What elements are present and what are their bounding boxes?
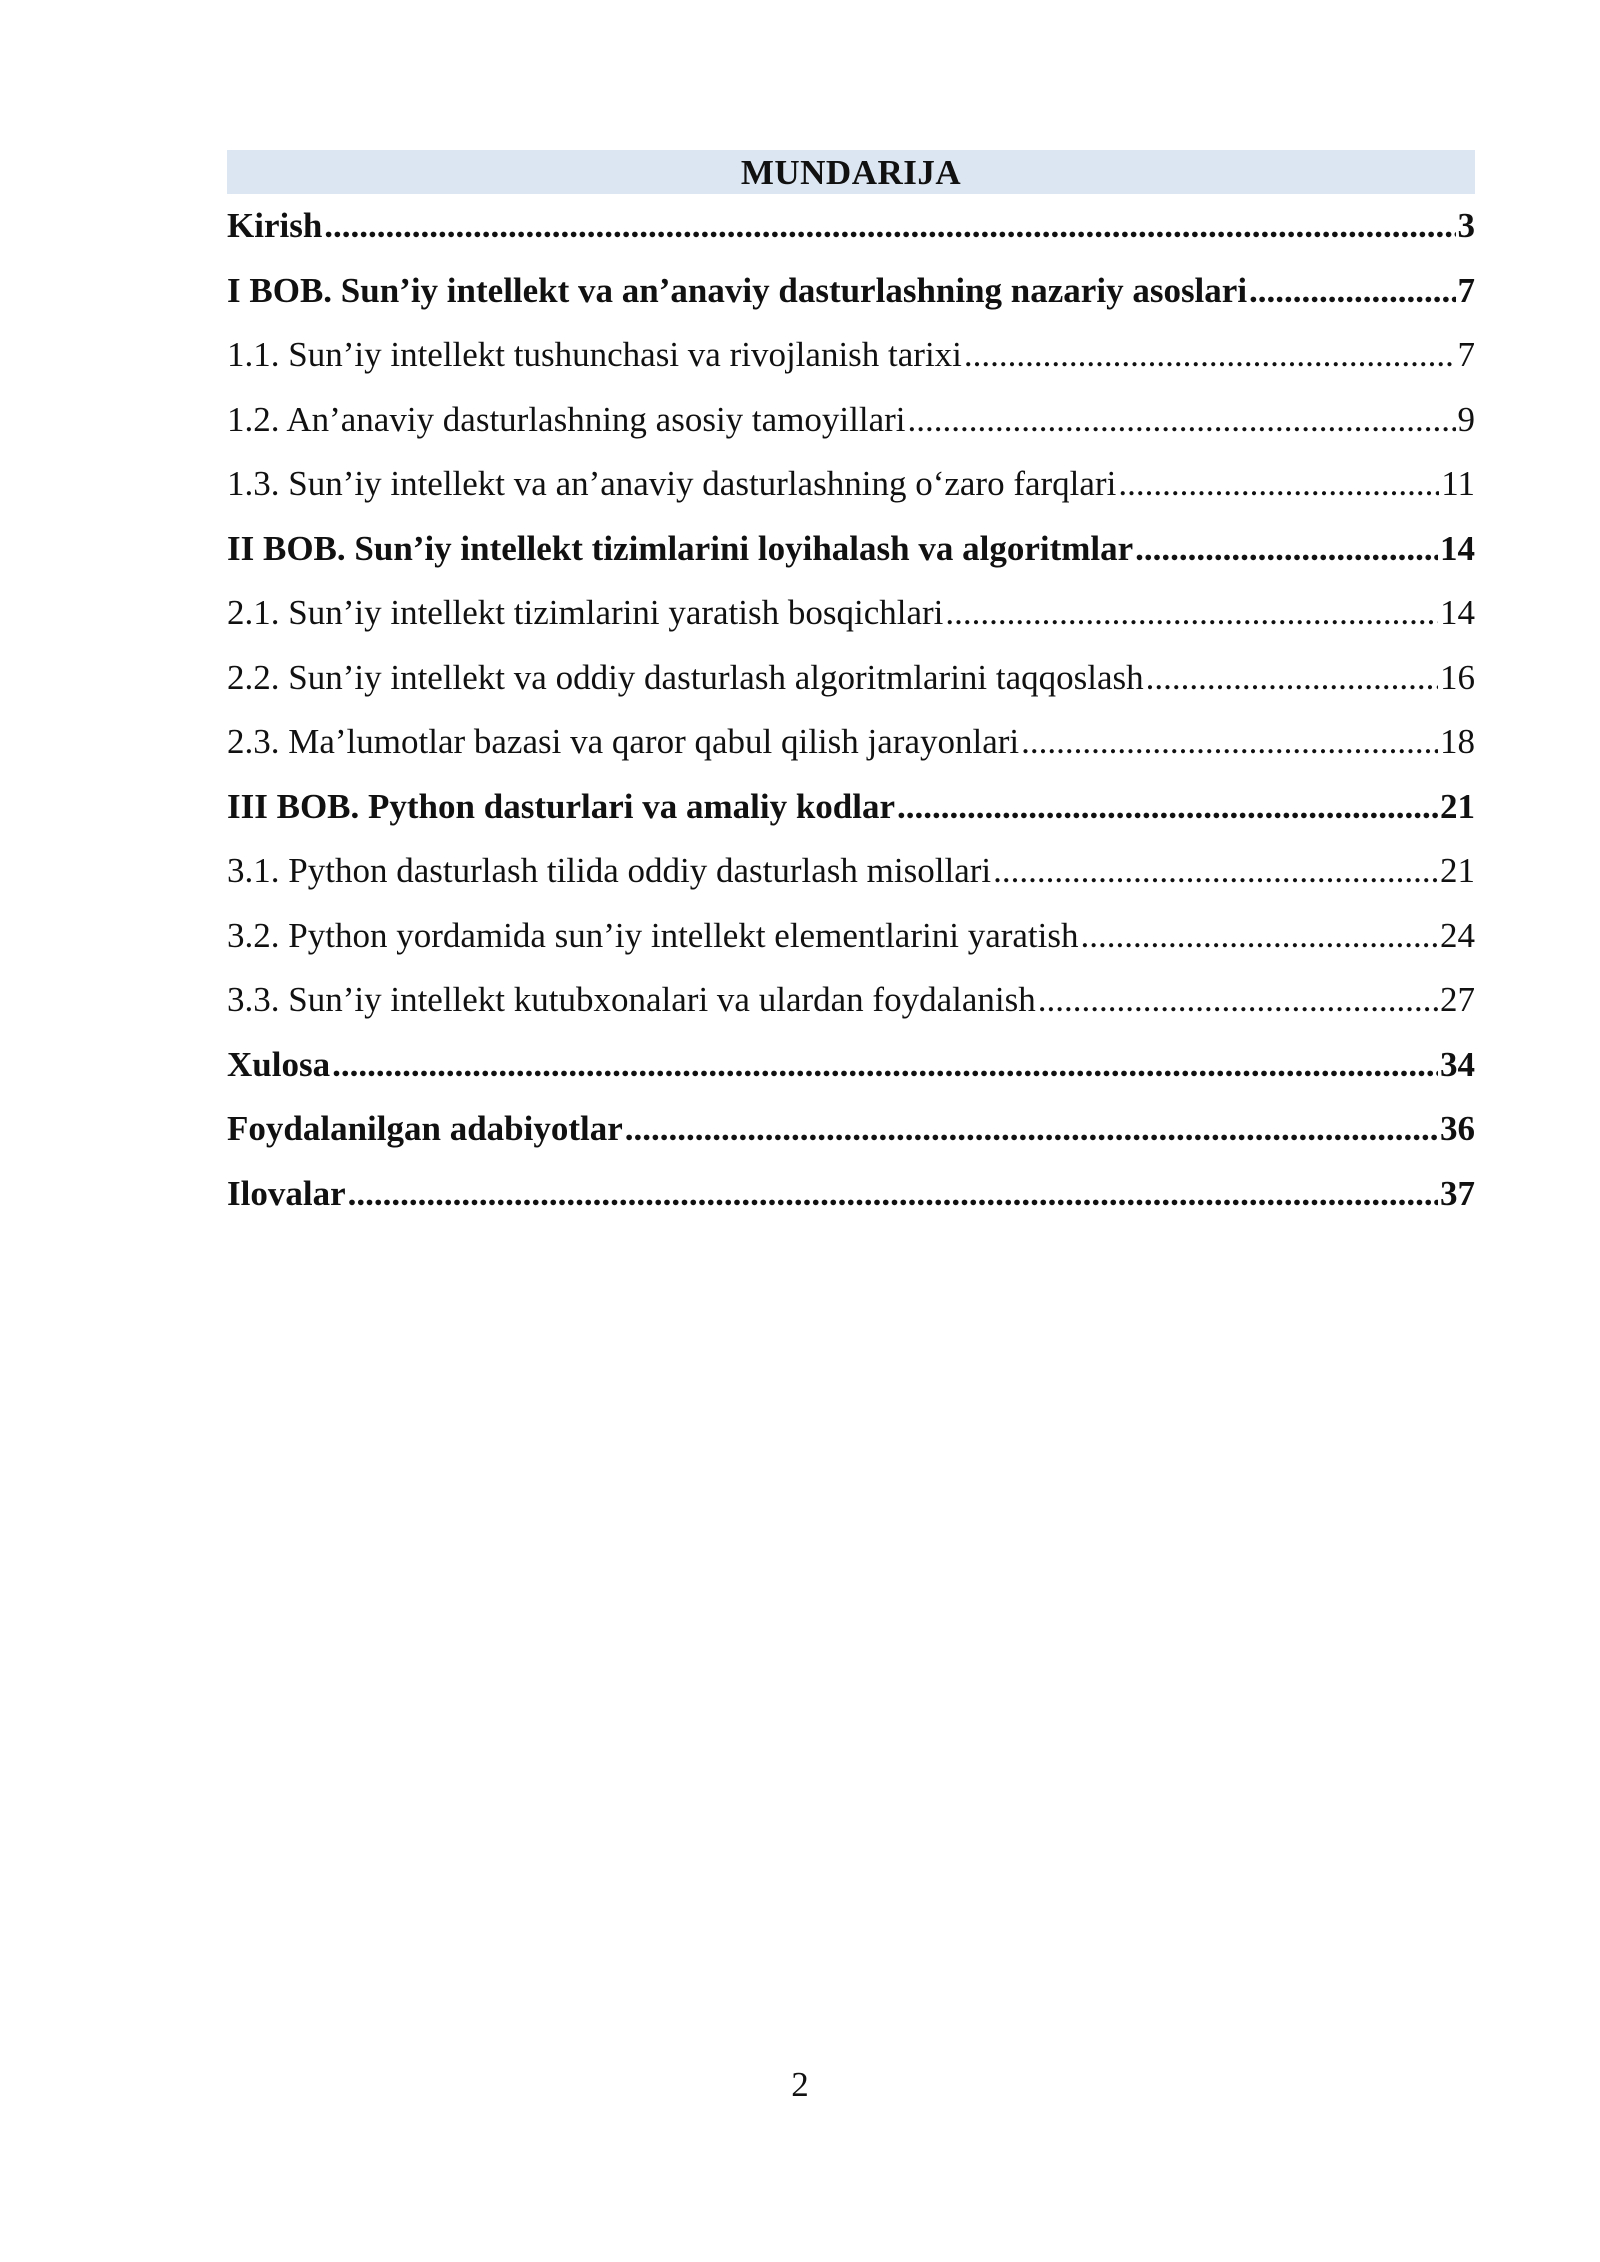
toc-entry[interactable] <box>227 259 1475 324</box>
toc-entry[interactable] <box>227 710 1475 775</box>
toc-entry-page: 11 <box>1441 464 1475 503</box>
toc-entry-page: 21 <box>1440 786 1475 826</box>
toc-entry-label: 3.2. Python yordamida sun’iy intellekt elementlarini yaratish <box>227 915 1079 955</box>
toc-entry-page: 37 <box>1440 1173 1475 1213</box>
toc-entry[interactable] <box>227 194 1475 259</box>
toc-dot-leader <box>1080 904 1438 969</box>
toc-entry-label: 1.1. Sun’iy intellekt tushunchasi va rivojlanish tarixi <box>227 335 962 374</box>
toc-entry-page: 18 <box>1440 722 1475 761</box>
toc-entry[interactable] <box>227 1162 1475 1227</box>
toc-dot-leader <box>1038 968 1438 1033</box>
toc-entry-label: Xulosa <box>227 1044 331 1084</box>
toc-entry[interactable] <box>227 904 1475 969</box>
toc-entry[interactable] <box>227 775 1475 840</box>
toc-dot-leader <box>964 323 1456 388</box>
toc-entry[interactable] <box>227 968 1475 1033</box>
toc-entry-label: II BOB. Sun’iy intellekt tizimlarini loyihalash va algoritmlar <box>227 528 1134 568</box>
toc-entry-label: III BOB. Python dasturlari va amaliy kodlar <box>227 786 896 826</box>
toc-entry-page: 36 <box>1440 1109 1475 1148</box>
toc-entry[interactable] <box>227 581 1475 646</box>
toc-entry-page: 16 <box>1440 657 1475 697</box>
toc-entry-label: Kirish <box>227 206 323 245</box>
toc-entry-label: Foydalanilgan adabiyotlar <box>227 1109 623 1148</box>
toc-entry-page: 14 <box>1440 528 1475 568</box>
toc-dot-leader <box>625 1097 1438 1162</box>
toc-title: MUNDARIJA <box>227 150 1475 194</box>
toc-entry-page: 24 <box>1440 915 1475 955</box>
table-of-contents <box>227 150 1475 1226</box>
toc-entry-page: 14 <box>1440 593 1475 632</box>
toc-entry[interactable] <box>227 388 1475 453</box>
toc-entry-label: 2.3. Ma’lumotlar bazasi va qaror qabul qilish jarayonlari <box>227 722 1020 761</box>
toc-dot-leader <box>348 1162 1438 1227</box>
toc-dot-leader <box>1146 646 1438 711</box>
page-number: 2 <box>791 2065 809 2104</box>
toc-dot-leader <box>332 1033 1438 1098</box>
toc-dot-leader <box>1249 259 1455 324</box>
toc-entry-label: 3.3. Sun’iy intellekt kutubxonalari va ulardan foydalanish <box>227 980 1036 1019</box>
toc-entry-label: 3.1. Python dasturlash tilida oddiy dasturlash misollari <box>227 851 992 890</box>
toc-entry-page: 34 <box>1440 1044 1475 1084</box>
toc-entry[interactable] <box>227 646 1475 711</box>
toc-entry-page: 21 <box>1440 851 1475 890</box>
toc-dot-leader <box>1118 452 1439 517</box>
toc-entry-label: 1.3. Sun’iy intellekt va an’anaviy dasturlashning o‘zaro farqlari <box>227 464 1117 503</box>
toc-entry-page: 7 <box>1457 270 1475 310</box>
toc-entry-label: Ilovalar <box>227 1173 346 1213</box>
toc-entry[interactable] <box>227 1033 1475 1098</box>
toc-dot-leader <box>908 388 1456 453</box>
toc-entry-page: 9 <box>1457 399 1475 439</box>
toc-entry[interactable] <box>227 839 1475 904</box>
toc-entry-label: 1.2. An’anaviy dasturlashning asosiy tamoyillari <box>227 399 906 439</box>
toc-entry-page: 27 <box>1440 980 1475 1019</box>
toc-entries <box>227 194 1475 1226</box>
toc-entry-label: 2.2. Sun’iy intellekt va oddiy dasturlash algoritmlarini taqqoslash <box>227 657 1144 697</box>
toc-dot-leader <box>324 194 1455 259</box>
toc-entry[interactable] <box>227 517 1475 582</box>
toc-entry[interactable] <box>227 452 1475 517</box>
toc-dot-leader <box>945 581 1438 646</box>
toc-entry-label: I BOB. Sun’iy intellekt va an’anaviy dasturlashning nazariy asoslari <box>227 270 1248 310</box>
toc-entry-label: 2.1. Sun’iy intellekt tizimlarini yaratish bosqichlari <box>227 593 944 632</box>
toc-dot-leader <box>1135 517 1438 582</box>
toc-entry[interactable] <box>227 323 1475 388</box>
toc-dot-leader <box>897 775 1438 840</box>
toc-entry-page: 7 <box>1457 335 1475 374</box>
toc-dot-leader <box>993 839 1438 904</box>
toc-entry[interactable] <box>227 1097 1475 1162</box>
toc-dot-leader <box>1021 710 1438 775</box>
toc-entry-page: 3 <box>1457 206 1475 245</box>
